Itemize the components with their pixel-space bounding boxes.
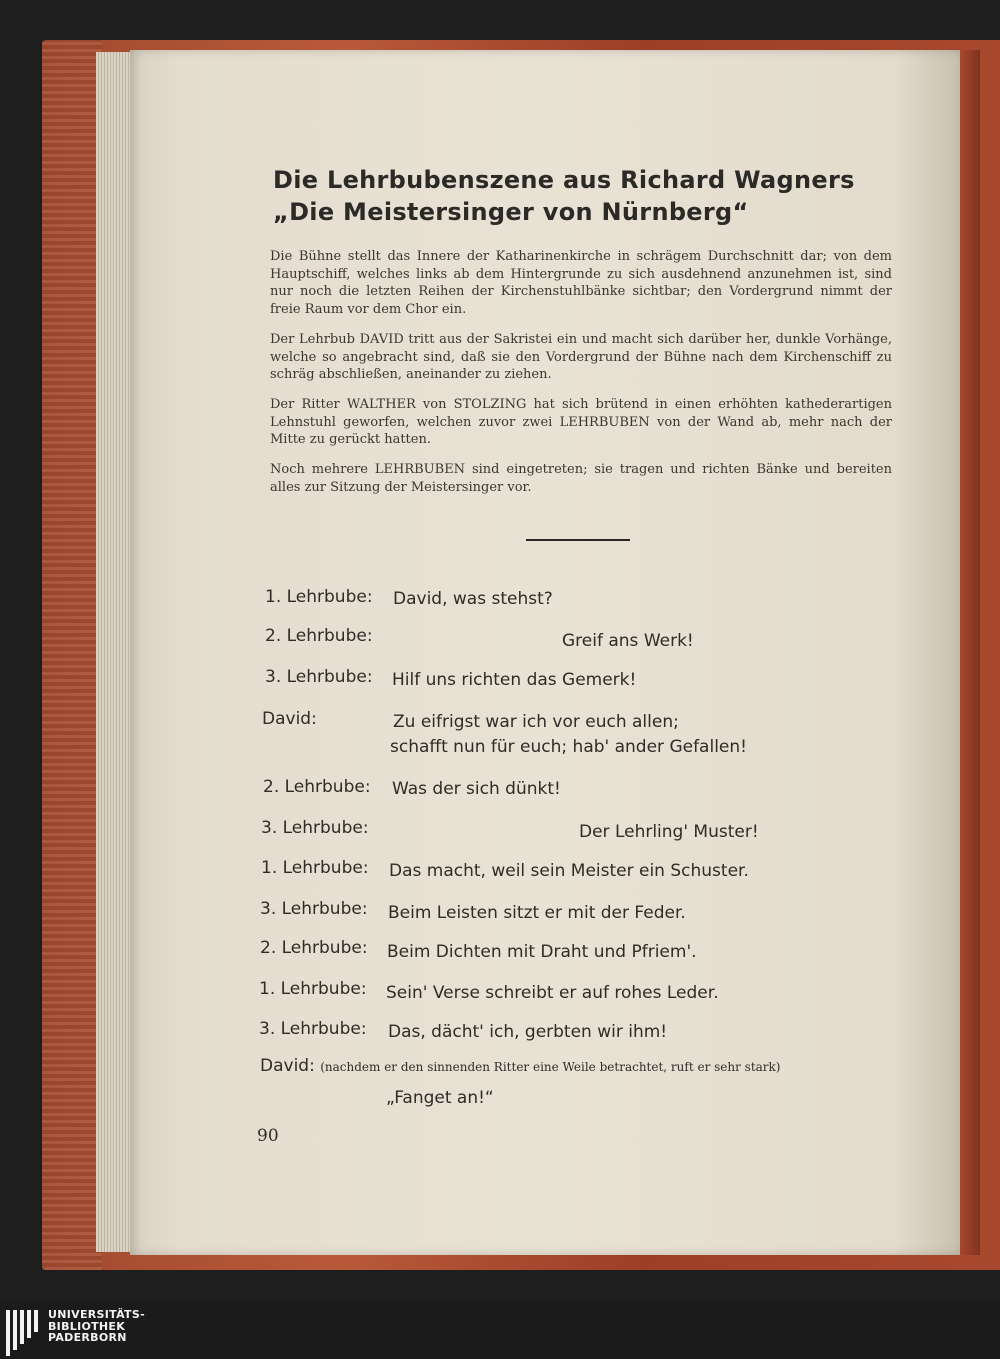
page-number: 90 xyxy=(257,1126,279,1146)
speaker-label: 3. Lehrbube: xyxy=(261,818,369,838)
logo-line-1: UNIVERSITÄTS- xyxy=(48,1308,145,1321)
speaker-label: 3. Lehrbube: xyxy=(259,1019,367,1039)
dialogue-line: David, was stehst? xyxy=(393,589,553,609)
section-divider xyxy=(526,539,630,541)
footer-bar xyxy=(0,1300,1000,1359)
logo-line-3: PADERBORN xyxy=(48,1331,127,1344)
stage-direction-1: Die Bühne stellt das Innere der Katharinenkirche in schrägem Durchschnitt dar; von dem Hauptschiff, welches links ab dem Hintergrunde zu sich ausdehnend anzunehmen ist, sind nur noch die letzten Reihen der Kirchenstuhlbänke sichtbar; den Vordergrund nimmt der freie Raum vor dem Chor ein. xyxy=(270,249,892,317)
closing-direction xyxy=(260,1056,780,1076)
speaker-label: 3. Lehrbube: xyxy=(260,899,368,919)
dialogue-line: Sein' Verse schreibt er auf rohes Leder. xyxy=(386,983,719,1003)
speaker-label: 1. Lehrbube: xyxy=(265,587,373,607)
stage-direction-inline: (nachdem er den sinnenden Ritter eine Weile betrachtet, ruft er sehr stark) xyxy=(320,1060,781,1074)
dialogue-line: Beim Leisten sitzt er mit der Feder. xyxy=(388,903,686,923)
dialogue-line: Hilf uns richten das Gemerk! xyxy=(392,670,637,690)
dialogue-line: Der Lehrling' Muster! xyxy=(579,822,759,842)
speaker-label: 2. Lehrbube: xyxy=(260,938,368,958)
library-logo-icon xyxy=(6,1310,40,1356)
stage-direction-3: Der Ritter WALTHER von STOLZING hat sich brütend in einen erhöhten kathederartigen Lehnstuhl geworfen, welchen zuvor zwei LEHRBUBEN von der Wand ab, mehr nach der Mitte zu gerückt hatten. xyxy=(270,397,892,447)
speaker-label: 3. Lehrbube: xyxy=(265,667,373,687)
speaker-label: 2. Lehrbube: xyxy=(263,777,371,797)
speaker-label: 1. Lehrbube: xyxy=(259,979,367,999)
dialogue-line: Was der sich dünkt! xyxy=(392,779,561,799)
speaker-label: 2. Lehrbube: xyxy=(265,626,373,646)
title-line-2: „Die Meistersinger von Nürnberg“ xyxy=(273,198,749,226)
library-logo-text xyxy=(48,1309,145,1344)
dialogue-line: Beim Dichten mit Draht und Pfriem'. xyxy=(387,942,697,962)
dialogue-line-continued: schafft nun für euch; hab' ander Gefallen! xyxy=(390,737,747,757)
closing-line: „Fanget an!“ xyxy=(386,1088,494,1108)
speaker-label: David: xyxy=(262,709,317,729)
speaker-label: 1. Lehrbube: xyxy=(261,858,369,878)
stage-direction-2: Der Lehrbub DAVID tritt aus der Sakristei ein und macht sich darüber her, dunkle Vorhänge, welche so angebracht sind, daß sie den Vordergrund der Bühne nach dem Kirchenschiff zu schräg abschließen, aneinander zu ziehen. xyxy=(270,332,892,382)
stage-direction-4: Noch mehrere LEHRBUBEN sind eingetreten; sie tragen und richten Bänke und bereiten alles zur Sitzung der Meistersinger vor. xyxy=(270,462,892,495)
dialogue-line: Das macht, weil sein Meister ein Schuster. xyxy=(389,861,749,881)
dialogue-line: Das, dächt' ich, gerbten wir ihm! xyxy=(388,1022,668,1042)
dialogue-line: Greif ans Werk! xyxy=(562,631,694,651)
speaker-label: David: xyxy=(260,1056,315,1076)
title-line-1: Die Lehrbubenszene aus Richard Wagners xyxy=(273,166,855,194)
dialogue-line: Zu eifrigst war ich vor euch allen; xyxy=(393,712,679,732)
logo-line-2: BIBLIOTHEK xyxy=(48,1319,126,1333)
